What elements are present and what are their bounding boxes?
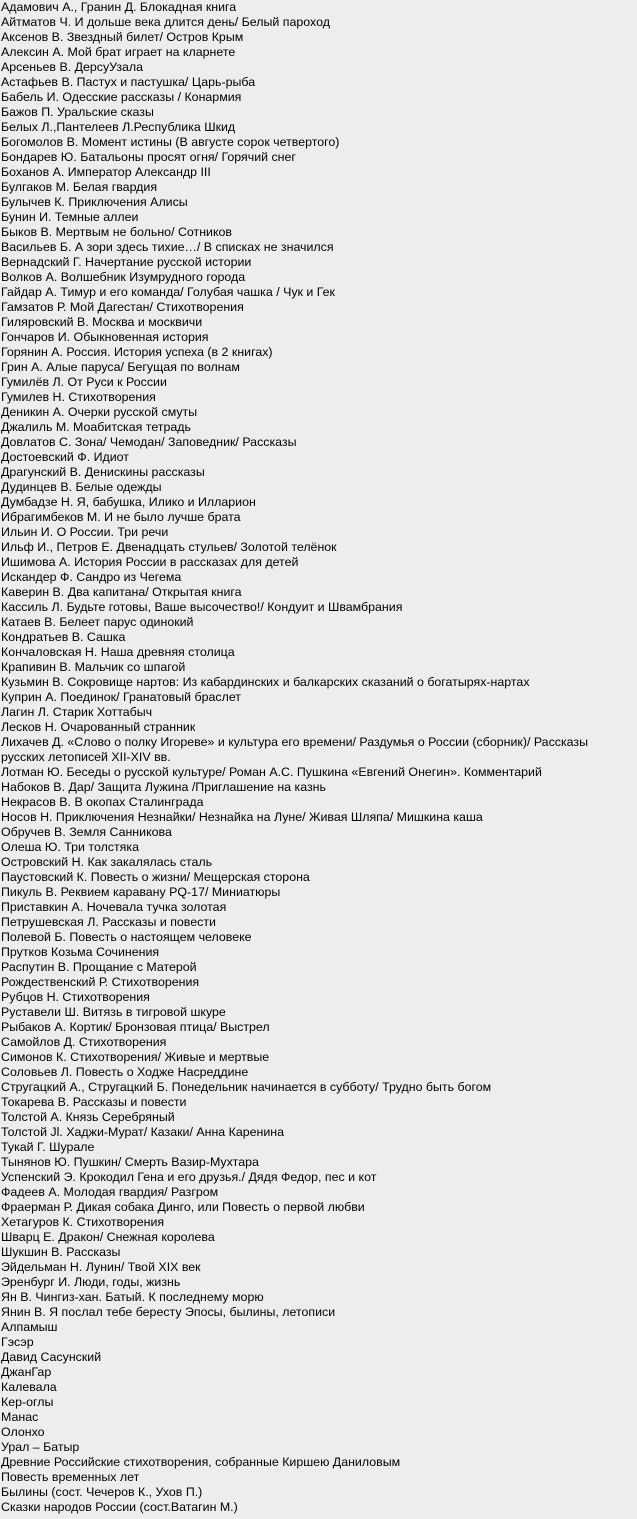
list-item: Ишимова А. История России в рассказах для детей	[1, 555, 299, 569]
list-item: Рубцов Н. Стихотворения	[1, 990, 150, 1004]
list-item: Кассиль Л. Будьте готовы, Ваше высочество!/ Кондуит и Швамбрания	[1, 600, 403, 614]
list-item: Богомолов В. Момент истины (В августе сорок четвертого)	[1, 135, 340, 149]
list-item: Ян В. Чингиз-хан. Батый. К последнему морю	[1, 1290, 264, 1304]
list-item: Крапивин В. Мальчик со шпагой	[1, 660, 186, 674]
list-item: Хетагуров К. Стихотворения	[1, 1215, 165, 1229]
list-item: Боханов А. Император Александр III	[1, 165, 211, 179]
list-item: Лотман Ю. Беседы о русской культуре/ Роман А.С. Пушкина «Евгений Онегин». Комментарий	[1, 765, 542, 779]
list-item: Успенский Э. Крокодил Гена и его друзья./ Дядя Федор, пес и кот	[1, 1170, 377, 1184]
list-item: Олонхо	[1, 1425, 45, 1439]
list-item: Давид Сасунский	[1, 1350, 102, 1364]
list-item: Руставели Ш. Витязь в тигровой шкуре	[1, 1005, 226, 1019]
list-item: Самойлов Д. Стихотворения	[1, 1035, 167, 1049]
list-item: Приставкин А. Ночевала тучка золотая	[1, 900, 227, 914]
list-item: Токарева В. Рассказы и повести	[1, 1095, 187, 1109]
list-item: Шварц Е. Дракон/ Снежная королева	[1, 1230, 215, 1244]
list-item: Обручев В. Земля Санникова	[1, 825, 172, 839]
list-item: Повесть временных лет	[1, 1470, 140, 1484]
list-item: Васильев Б. А зори здесь тихие…/ В списках не значился	[1, 240, 334, 254]
list-item: Довлатов С. Зона/ Чемодан/ Заповедник/ Рассказы	[1, 435, 297, 449]
list-item: Кер-оглы	[1, 1395, 54, 1409]
list-item: Эйдельман Н. Лунин/ Твой XIX век	[1, 1260, 201, 1274]
list-item: Быков В. Мертвым не больно/ Сотников	[1, 225, 232, 239]
list-item: Гиляровский В. Москва и москвичи	[1, 315, 203, 329]
list-item: Ильин И. О России. Три речи	[1, 525, 169, 539]
list-item: Арсеньев В. ДерсуУзала	[1, 60, 144, 74]
list-item: Катаев В. Белеет парус одинокий	[1, 615, 194, 629]
list-item: Лагин Л. Старик Хоттабыч	[1, 705, 153, 719]
list-item: Гумилев Н. Стихотворения	[1, 390, 156, 404]
list-item: Симонов К. Стихотворения/ Живые и мертвые	[1, 1050, 270, 1064]
list-item: Вернадский Г. Начертание русской истории	[1, 255, 252, 269]
list-item: ДжанГар	[1, 1365, 52, 1379]
list-item: Лесков Н. Очарованный странник	[1, 720, 196, 734]
list-item: Эренбург И. Люди, годы, жизнь	[1, 1275, 181, 1289]
list-item: Толстой Jl. Хаджи-Мурат/ Казаки/ Анна Каренина	[1, 1125, 285, 1139]
list-item: Кондратьев В. Сашка	[1, 630, 126, 644]
list-item: Астафьев В. Пастух и пастушка/ Царь-рыба	[1, 75, 256, 89]
list-item: Калевала	[1, 1380, 57, 1394]
list-item: Петрушевская Л. Рассказы и повести	[1, 915, 216, 929]
list-item: Булычев К. Приключения Алисы	[1, 195, 188, 209]
list-item: Лихачев Д. «Слово о полку Игореве» и культура его времени/ Раздумья о России (сборник)/ Рассказы русских летописей XII-XIV вв.	[1, 735, 588, 764]
list-item: Стругацкий А., Стругацкий Б. Понедельник начинается в субботу/ Трудно быть богом	[1, 1080, 492, 1094]
list-item: Тукай Г. Шурале	[1, 1140, 95, 1154]
list-item: Грин А. Алые паруса/ Бегущая по волнам	[1, 360, 240, 374]
list-item: Булгаков М. Белая гвардия	[1, 180, 158, 194]
list-item: Гайдар А. Тимур и его команда/ Голубая чашка / Чук и Гек	[1, 285, 335, 299]
list-item: Гамзатов Р. Мой Дагестан/ Стихотворения	[1, 300, 244, 314]
list-item: Бабель И. Одесские рассказы / Конармия	[1, 90, 242, 104]
list-item: Ильф И., Петров Е. Двенадцать стульев/ Золотой телёнок	[1, 540, 337, 554]
list-item: Гончаров И. Обыкновенная история	[1, 330, 209, 344]
list-item: Прутков Козьма Сочинения	[1, 945, 160, 959]
list-item: Дудинцев В. Белые одежды	[1, 480, 162, 494]
list-item: Рыбаков А. Кортик/ Бронзовая птица/ Выстрел	[1, 1020, 270, 1034]
list-item: Волков А. Волшебник Изумрудного города	[1, 270, 246, 284]
list-item: Сказки народов России (сост.Ватагин М.)	[1, 1500, 238, 1514]
list-item: Манас	[1, 1410, 39, 1424]
list-item: Горянин А. Россия. История успеха (в 2 книгах)	[1, 345, 273, 359]
list-item: Распутин В. Прощание с Матерой	[1, 960, 197, 974]
list-item: Набоков В. Дар/ Защита Лужина /Приглашение на казнь	[1, 780, 326, 794]
list-item: Рождественский Р. Стихотворения	[1, 975, 200, 989]
list-item: Островский Н. Как закалялась сталь	[1, 855, 213, 869]
list-item: Деникин А. Очерки русской смуты	[1, 405, 198, 419]
list-item: Некрасов В. В окопах Сталинграда	[1, 795, 204, 809]
list-item: Бондарев Ю. Батальоны просят огня/ Горячий снег	[1, 150, 296, 164]
list-item: Древние Российские стихотворения, собранные Киршею Даниловым	[1, 1455, 401, 1469]
list-item: Соловьев Л. Повесть о Ходже Насреддине	[1, 1065, 249, 1079]
list-item: Полевой Б. Повесть о настоящем человеке	[1, 930, 252, 944]
list-item: Каверин В. Два капитана/ Открытая книга	[1, 585, 242, 599]
list-item: Фраерман Р. Дикая собака Динго, или Повесть о первой любви	[1, 1200, 365, 1214]
list-item: Искандер Ф. Сандро из Чегема	[1, 570, 182, 584]
list-item: Кончаловская Н. Наша древняя столица	[1, 645, 235, 659]
list-item: Алпамыш	[1, 1320, 58, 1334]
list-item: Бунин И. Темные аллеи	[1, 210, 139, 224]
list-item: Гэсэр	[1, 1335, 34, 1349]
list-item: Драгунский В. Денискины рассказы	[1, 465, 205, 479]
list-item: Янин В. Я послал тебе бересту Эпосы, былины, летописи	[1, 1305, 336, 1319]
list-item: Носов Н. Приключения Незнайки/ Незнайка на Луне/ Живая Шляпа/ Мишкина каша	[1, 810, 483, 824]
list-item: Тынянов Ю. Пушкин/ Смерть Вазир-Мухтара	[1, 1155, 259, 1169]
list-item: Былины (сост. Чечеров К., Ухов П.)	[1, 1485, 203, 1499]
list-item: Кузьмин В. Сокровище нартов: Из кабардинских и балкарских сказаний о богатырях-нартах	[1, 675, 530, 689]
list-item: Толстой А. Князь Серебряный	[1, 1110, 175, 1124]
list-item: Фадеев А. Молодая гвардия/ Разгром	[1, 1185, 219, 1199]
list-item: Джалиль М. Моабитская тетрадь	[1, 420, 191, 434]
list-item: Паустовский К. Повесть о жизни/ Мещерская сторона	[1, 870, 310, 884]
list-item: Айтматов Ч. И дольше века длится день/ Белый пароход	[1, 15, 330, 29]
list-item: Достоевский Ф. Идиот	[1, 450, 129, 464]
list-item: Алексин А. Мой брат играет на кларнете	[1, 45, 236, 59]
list-item: Адамович А., Гранин Д. Блокадная книга	[1, 0, 237, 14]
list-item: Куприн А. Поединок/ Гранатовый браслет	[1, 690, 241, 704]
list-item: Аксенов В. Звездный билет/ Остров Крым	[1, 30, 244, 44]
list-item: Шукшин В. Рассказы	[1, 1245, 121, 1259]
list-item: Урал – Батыр	[1, 1440, 80, 1454]
list-item: Бажов П. Уральские сказы	[1, 105, 154, 119]
list-item: Олеша Ю. Три толстяка	[1, 840, 139, 854]
list-item: Думбадзе Н. Я, бабушка, Илико и Илларион	[1, 495, 256, 509]
list-item: Белых Л.,Пантелеев Л.Республика Шкид	[1, 120, 236, 134]
list-item: Гумилёв Л. От Руси к России	[1, 375, 167, 389]
list-item: Ибрагимбеков М. И не было лучше брата	[1, 510, 241, 524]
list-item: Пикуль В. Реквием каравану PQ-17/ Миниатюры	[1, 885, 281, 899]
